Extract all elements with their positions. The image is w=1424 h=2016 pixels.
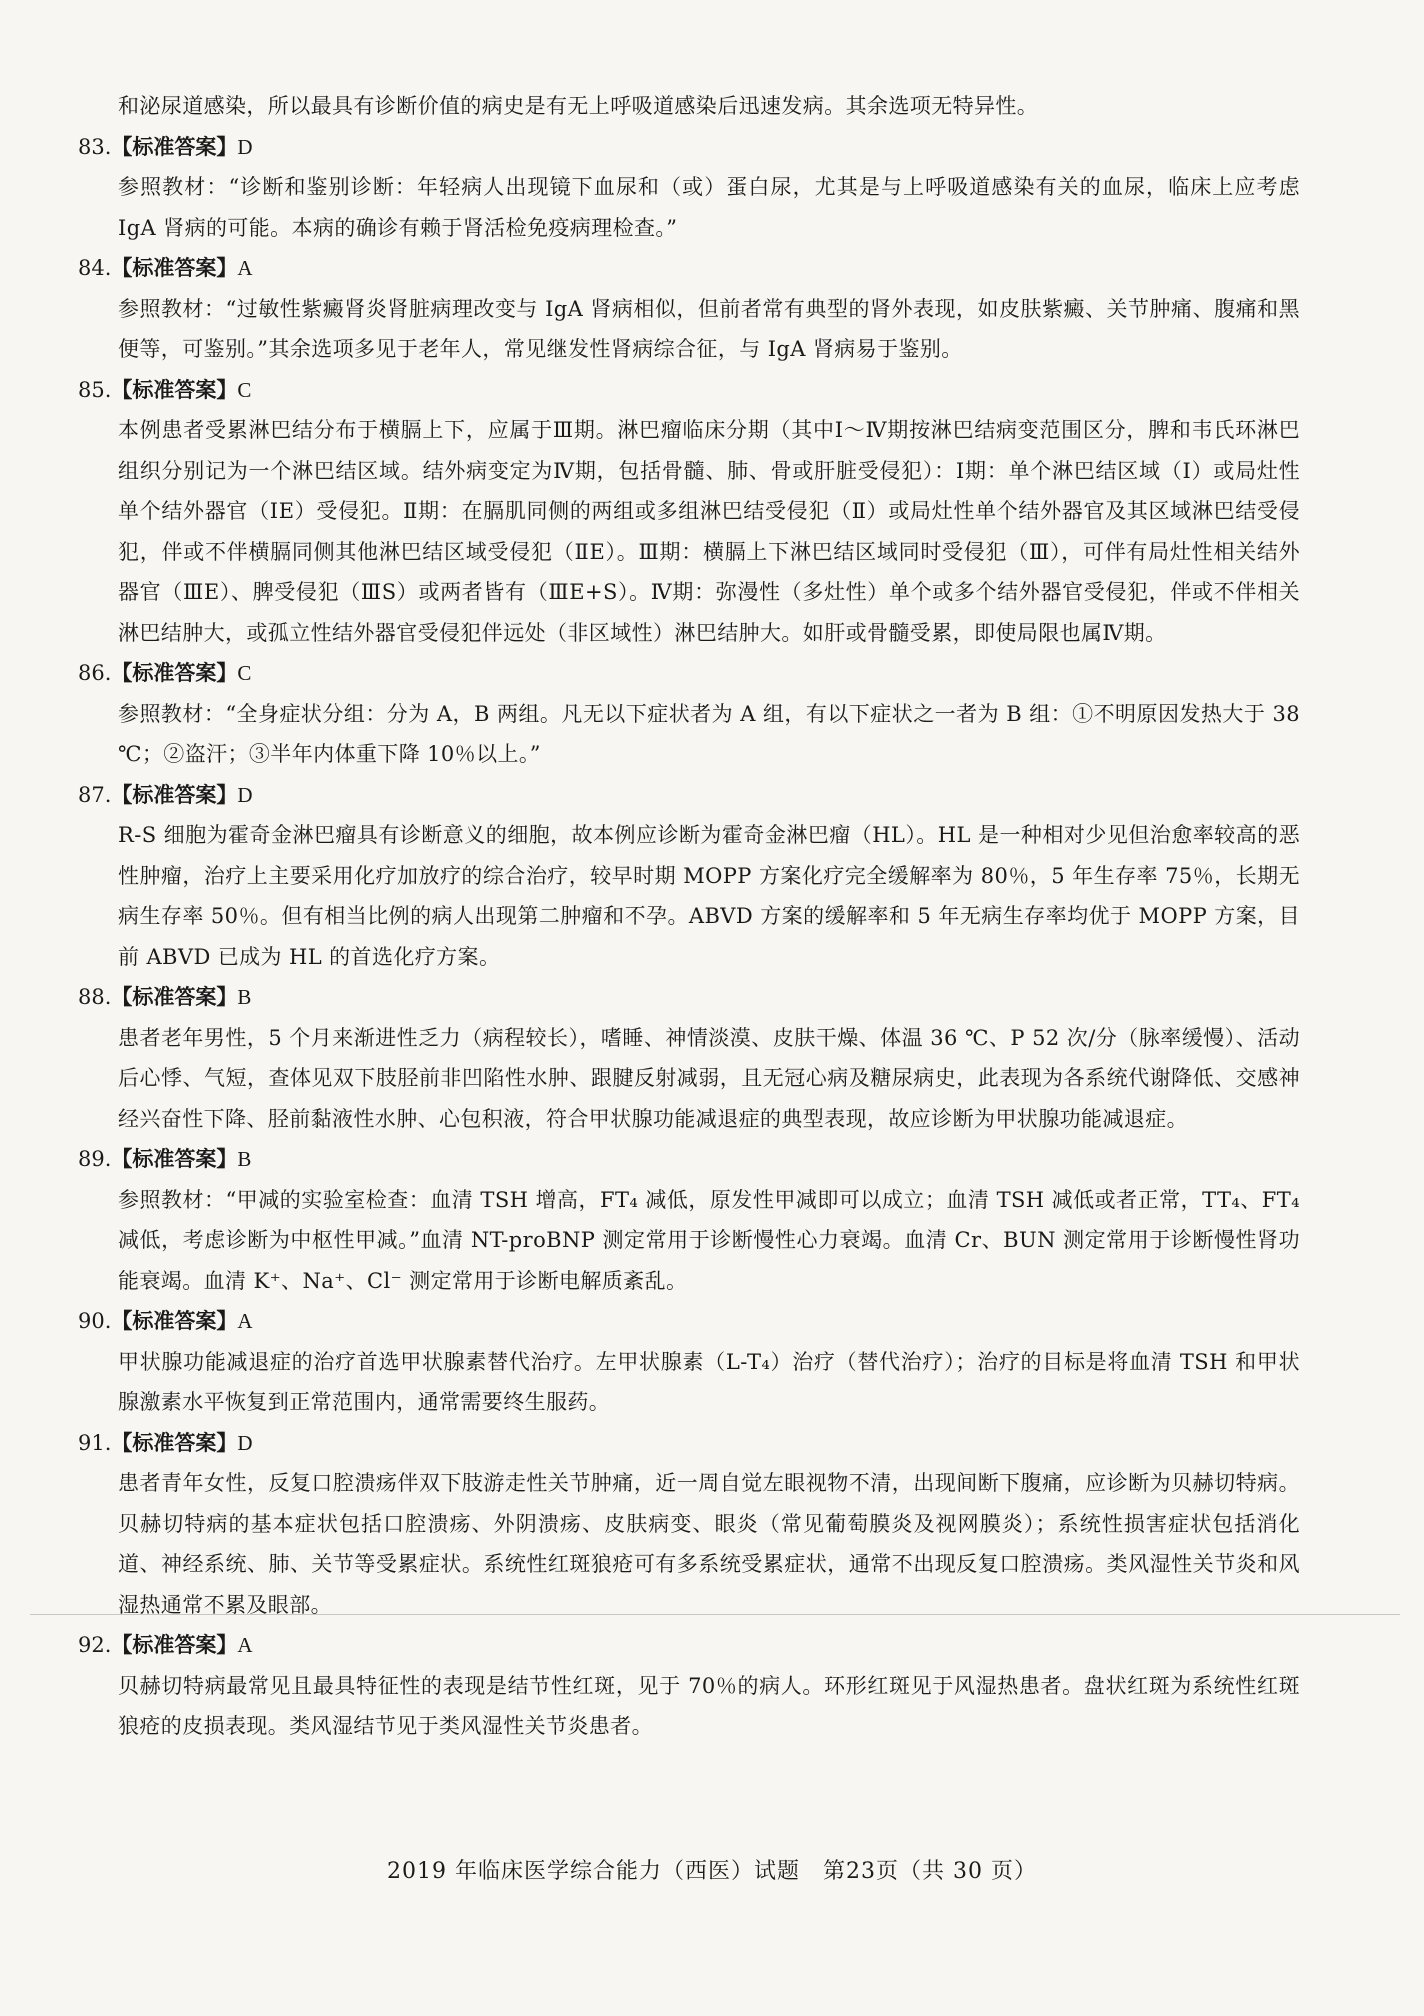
answer-label: 【标准答案】 xyxy=(111,781,238,807)
answer-letter: A xyxy=(237,1633,253,1657)
answer-label: 【标准答案】 xyxy=(111,1146,238,1171)
answer-letter: B xyxy=(237,985,252,1009)
answer-header xyxy=(78,1139,1300,1180)
answer-label: 【标准答案】 xyxy=(111,984,238,1009)
question-number: 86. xyxy=(78,661,112,685)
scan-fold-line xyxy=(30,1614,1400,1615)
answer-item xyxy=(78,977,1300,1139)
answer-item xyxy=(78,775,1300,978)
continued-paragraph: 和泌尿道感染，所以最具有诊断价值的病史是有无上呼吸道感染后迅速发病。其余选项无特异性。 xyxy=(118,94,1039,118)
answer-letter: C xyxy=(237,377,252,402)
answer-label: 【标准答案】 xyxy=(111,1429,238,1455)
explanation-text: 参照教材：“过敏性紫癜肾炎肾脏病理改变与 IgA 肾病相似，但前者常有典型的肾外表现，如皮肤紫癜、关节肿痛、腹痛和黑便等，可鉴别。”其余选项多见于老年人，常见继发性肾病综合征，与 IgA 肾病易于鉴别。 xyxy=(118,296,1300,361)
explanation-text: 本例患者受累淋巴结分布于横膈上下，应属于Ⅲ期。淋巴瘤临床分期（其中Ⅰ～Ⅳ期按淋巴结病变范围区分，脾和韦氏环淋巴组织分别记为一个淋巴结区域。结外病变定为Ⅳ期，包括骨髓、肺、骨或肝脏受侵犯）：Ⅰ期：单个淋巴结区域（Ⅰ）或局灶性单个结外器官（ⅠE）受侵犯。Ⅱ期：在膈肌同侧的两组或多组淋巴结受侵犯（Ⅱ）或局灶性单个结外器官及其区域淋巴结受侵犯，伴或不伴横膈同侧其他淋巴结区域受侵犯（ⅡE）。Ⅲ期：横膈上下淋巴结区域同时受侵犯（Ⅲ），可伴有局灶性相关结外器官（ⅢE）、脾受侵犯（ⅢS）或两者皆有（ⅢE+S）。Ⅳ期：弥漫性（多灶性）单个或多个结外器官受侵犯，伴或不伴相关淋巴结肿大，或孤立性结外器官受侵犯伴远处（非区域性）淋巴结肿大。如肝或骨髓受累，即使局限也属Ⅳ期。 xyxy=(118,418,1300,645)
answer-item xyxy=(78,1423,1300,1626)
answer-label: 【标准答案】 xyxy=(111,1632,238,1657)
answer-letter: D xyxy=(237,134,253,159)
answer-letter: D xyxy=(237,1430,253,1455)
answer-label: 【标准答案】 xyxy=(111,255,238,280)
explanation-text: 患者老年男性，5 个月来渐进性乏力（病程较长），嗜睡、神情淡漠、皮肤干燥、体温 36 ℃、P 52 次/分（脉率缓慢）、活动后心悸、气短，查体见双下肢胫前非凹陷性水肿、跟腱反射减弱，且无冠心病及糖尿病史，此表现为各系统代谢降低、交感神经兴奋性下降、胫前黏液性水肿、心包积液，符合甲状腺功能减退症的典型表现，故应诊断为甲状腺功能减退症。 xyxy=(118,1025,1300,1131)
explanation-text: 参照教材：“诊断和鉴别诊断：年轻病人出现镜下血尿和（或）蛋白尿，尤其是与上呼吸道感染有关的血尿，临床上应考虑 IgA 肾病的可能。本病的确诊有赖于肾活检免疫病理检查。” xyxy=(118,175,1300,240)
answer-item xyxy=(78,1625,1300,1747)
question-number: 91. xyxy=(78,1430,112,1455)
answer-header xyxy=(78,248,1300,289)
explanation-text: 参照教材：“甲减的实验室检查：血清 TSH 增高，FT₄ 减低，原发性甲减即可以成立；血清 TSH 减低或者正常，TT₄、FT₄ 减低，考虑诊断为中枢性甲减。”血清 NT-proBNP 测定常用于诊断慢性心力衰竭。血清 Cr、BUN 测定常用于诊断慢性肾功能衰竭。血清 K⁺、Na⁺、Cl⁻ 测定常用于诊断电解质紊乱。 xyxy=(118,1187,1300,1293)
question-number: 85. xyxy=(78,377,112,402)
answer-letter: A xyxy=(237,1309,253,1333)
answer-label: 【标准答案】 xyxy=(111,133,238,159)
answer-header xyxy=(78,1301,1300,1342)
answer-explanations xyxy=(78,86,1300,1747)
answer-header xyxy=(78,1625,1300,1666)
answer-letter: C xyxy=(237,661,252,685)
explanation-text: R-S 细胞为霍奇金淋巴瘤具有诊断意义的细胞，故本例应诊断为霍奇金淋巴瘤（HL）。HL 是一种相对少见但治愈率较高的恶性肿瘤，治疗上主要采用化疗加放疗的综合治疗，较早时期 MOPP 方案化疗完全缓解率为 80％，5 年生存率 75％，长期无病生存率 50％。但有相当比例的病人出现第二肿瘤和不孕。ABVD 方案的缓解率和 5 年无病生存率均优于 MOPP 方案，目前 ABVD 已成为 HL 的首选化疗方案。 xyxy=(118,823,1300,969)
question-number: 87. xyxy=(78,782,112,807)
answer-label: 【标准答案】 xyxy=(111,660,238,685)
explanation-text: 贝赫切特病最常见且最具特征性的表现是结节性红斑，见于 70％的病人。环形红斑见于风湿热患者。盘状红斑为系统性红斑狼疮的皮损表现。类风湿结节见于类风湿性关节炎患者。 xyxy=(118,1673,1300,1738)
answer-item xyxy=(78,1139,1300,1301)
explanation-text: 患者青年女性，反复口腔溃疡伴双下肢游走性关节肿痛，近一周自觉左眼视物不清，出现间断下腹痛，应诊断为贝赫切特病。贝赫切特病的基本症状包括口腔溃疡、外阴溃疡、皮肤病变、眼炎（常见葡萄膜炎及视网膜炎）；系统性损害症状包括消化道、神经系统、肺、关节等受累症状。系统性红斑狼疮可有多系统受累症状，通常不出现反复口腔溃疡。类风湿性关节炎和风湿热通常不累及眼部。 xyxy=(118,1471,1300,1617)
question-number: 92. xyxy=(78,1633,112,1657)
answer-header xyxy=(78,370,1300,411)
answer-header xyxy=(78,977,1300,1018)
question-number: 89. xyxy=(78,1147,112,1171)
answer-header xyxy=(78,653,1300,694)
answer-label: 【标准答案】 xyxy=(111,376,238,402)
question-number: 83. xyxy=(78,134,112,159)
answer-item xyxy=(78,370,1300,654)
answer-item xyxy=(78,653,1300,775)
answer-item xyxy=(78,248,1300,370)
answer-letter: B xyxy=(237,1147,252,1171)
answer-item xyxy=(78,127,1300,249)
explanation-text: 甲状腺功能减退症的治疗首选甲状腺素替代治疗。左甲状腺素（L-T₄）治疗（替代治疗）；治疗的目标是将血清 TSH 和甲状腺激素水平恢复到正常范围内，通常需要终生服药。 xyxy=(118,1349,1300,1414)
question-number: 90. xyxy=(78,1309,112,1333)
page-footer: 2019 年临床医学综合能力（西医）试题 第23页（共 30 页） xyxy=(387,1859,1037,1884)
answer-item xyxy=(78,1301,1300,1423)
answer-label: 【标准答案】 xyxy=(111,1308,238,1333)
explanation-text: 参照教材：“全身症状分组：分为 A，B 两组。凡无以下症状者为 A 组，有以下症状之一者为 B 组：①不明原因发热大于 38 ℃；②盗汗；③半年内体重下降 10％以上。” xyxy=(118,701,1300,766)
answer-header xyxy=(78,1423,1300,1464)
answer-header xyxy=(78,775,1300,816)
answer-header xyxy=(78,127,1300,168)
question-number: 84. xyxy=(78,256,112,280)
answer-letter: A xyxy=(237,256,253,280)
answer-letter: D xyxy=(237,782,253,807)
question-number: 88. xyxy=(78,985,112,1009)
